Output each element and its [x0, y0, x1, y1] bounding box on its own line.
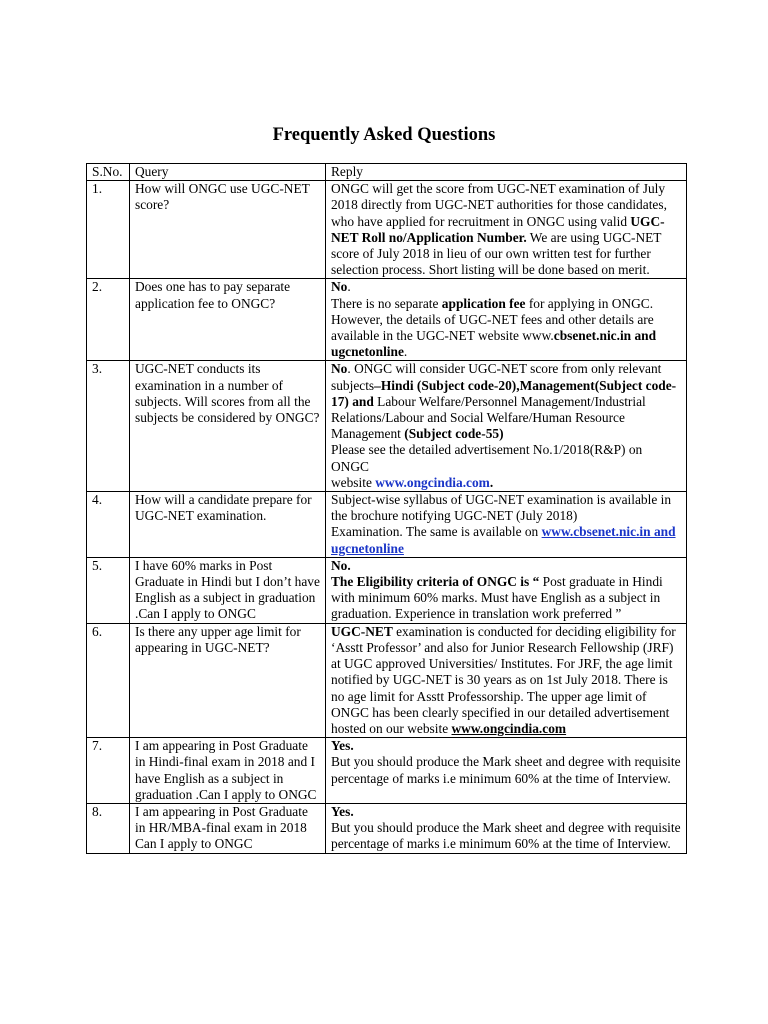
reply-bold: The Eligibility criteria of ONGC is “	[331, 574, 540, 590]
reply-bold: application fee	[441, 295, 526, 311]
table-row	[87, 361, 687, 492]
header-query: Query	[130, 164, 326, 181]
reply-text: But you should produce the Mark sheet and degree with requisite percentage of marks i.e minimum 60% at the time of Interview.	[331, 754, 681, 786]
row-reply	[326, 279, 687, 361]
reply-text: Subject-wise syllabus of UGC-NET examination is available in the brochure notifying UGC-NET (July 2018)	[331, 492, 672, 524]
reply-answer: No	[331, 361, 348, 377]
row-sno: 7.	[87, 738, 130, 804]
reply-bold: UGC-NET	[331, 623, 393, 639]
reply-bold: (Subject code-55)	[404, 426, 504, 442]
row-sno: 4.	[87, 492, 130, 558]
header-reply: Reply	[326, 164, 687, 181]
reply-text: . ONGC will consider UGC-NET score from only relevant subjects	[331, 361, 662, 393]
reply-text: for applying in ONGC. However, the details of UGC-NET fees and other details are available in the UGC-NET website www.	[331, 295, 654, 344]
row-sno: 3.	[87, 361, 130, 492]
reply-answer: Yes.	[331, 738, 354, 754]
reply-answer: No.	[331, 557, 351, 573]
table-row	[87, 557, 687, 623]
row-reply	[326, 557, 687, 623]
header-sno: S.No.	[87, 164, 130, 181]
reply-text: But you should produce the Mark sheet and degree with requisite percentage of marks i.e minimum 60% at the time of Interview.	[331, 820, 681, 852]
row-query: I have 60% marks in Post Graduate in Hindi but I don’t have English as a subject in graduation .Can I apply to ONGC	[130, 557, 326, 623]
cbsenet-link[interactable]: www.cbsenet.nic.in and ugcnetonline	[331, 524, 676, 556]
reply-text: Post graduate in Hindi with minimum 60% marks. Must have English as a subject in graduation. Experience in translation work preferred ”	[331, 574, 663, 622]
table-row	[87, 492, 687, 558]
reply-text: website	[331, 474, 376, 490]
reply-text: We are using UGC-NET score of July 2018 in lieu of our own written test for further selection process. Short listing will be done based on merit.	[331, 229, 662, 278]
reply-text: There is no separate	[331, 295, 442, 311]
row-query: How will ONGC use UGC-NET score?	[130, 181, 326, 279]
faq-table	[86, 163, 687, 854]
table-row	[87, 279, 687, 361]
row-reply	[326, 361, 687, 492]
reply-answer: No	[331, 279, 348, 295]
reply-bold: UGC-NET Roll no/Application Number.	[331, 213, 665, 245]
row-sno: 1.	[87, 181, 130, 279]
reply-bold: cbsenet.nic.in and ugcnetonline	[331, 328, 657, 360]
row-sno: 8.	[87, 803, 130, 853]
table-row	[87, 181, 687, 279]
row-query: UGC-NET conducts its examination in a number of subjects. Will scores from all the subjects be considered by ONGC?	[130, 361, 326, 492]
reply-text: Please see the detailed advertisement No.1/2018(R&P) on ONGC	[331, 442, 643, 474]
row-query: I am appearing in Post Graduate in HR/MBA-final exam in 2018 Can I apply to ONGC	[130, 803, 326, 853]
row-reply	[326, 492, 687, 558]
reply-text: .	[489, 474, 494, 490]
row-sno: 5.	[87, 557, 130, 623]
row-reply	[326, 803, 687, 853]
ongc-website-link[interactable]: www.ongcindia.com	[451, 720, 567, 736]
row-reply	[326, 181, 687, 279]
reply-text: Labour Welfare/Personnel Management/Industrial Relations/Labour and Social Welfare/Human Resource Management	[331, 393, 646, 442]
ongc-website-link[interactable]: www.ongcindia.com	[375, 474, 490, 490]
row-reply	[326, 738, 687, 804]
table-row	[87, 738, 687, 804]
reply-text: Examination. The same is available on	[331, 524, 542, 540]
row-query: Is there any upper age limit for appearing in UGC-NET?	[130, 623, 326, 737]
row-query: I am appearing in Post Graduate in Hindi-final exam in 2018 and I have English as a subject in graduation .Can I apply to ONGC	[130, 738, 326, 804]
row-sno: 6.	[87, 623, 130, 737]
row-query: Does one has to pay separate application fee to ONGC?	[130, 279, 326, 361]
page-title: Frequently Asked Questions	[272, 125, 496, 145]
reply-text: ONGC will get the score from UGC-NET examination of July 2018 directly from UGC-NET authorities for those candidates, who have applied for recruitment in ONGC using valid	[331, 181, 667, 229]
table-header-row	[87, 164, 687, 181]
reply-text: examination is conducted for deciding eligibility for ‘Asstt Professor’ and also for Junior Research Fellowship (JRF) at UGC approved Universities/ Institutes. For JRF, the age limit notified by UGC-NET is 30 years as on 1st July 2018. There is no age limit for Asstt Professorship. The upper age limit of ONGC has been clearly specified in our detailed advertisement hosted on our website	[331, 623, 676, 736]
row-query: How will a candidate prepare for UGC-NET examination.	[130, 492, 326, 558]
reply-text: .	[347, 279, 351, 295]
table-row	[87, 803, 687, 853]
table-row	[87, 623, 687, 737]
row-reply	[326, 623, 687, 737]
reply-bold: –Hindi (Subject code-20),Management(Subject code-17) and	[331, 377, 677, 409]
reply-answer: Yes.	[331, 803, 354, 819]
row-sno: 2.	[87, 279, 130, 361]
reply-text: .	[403, 344, 408, 360]
